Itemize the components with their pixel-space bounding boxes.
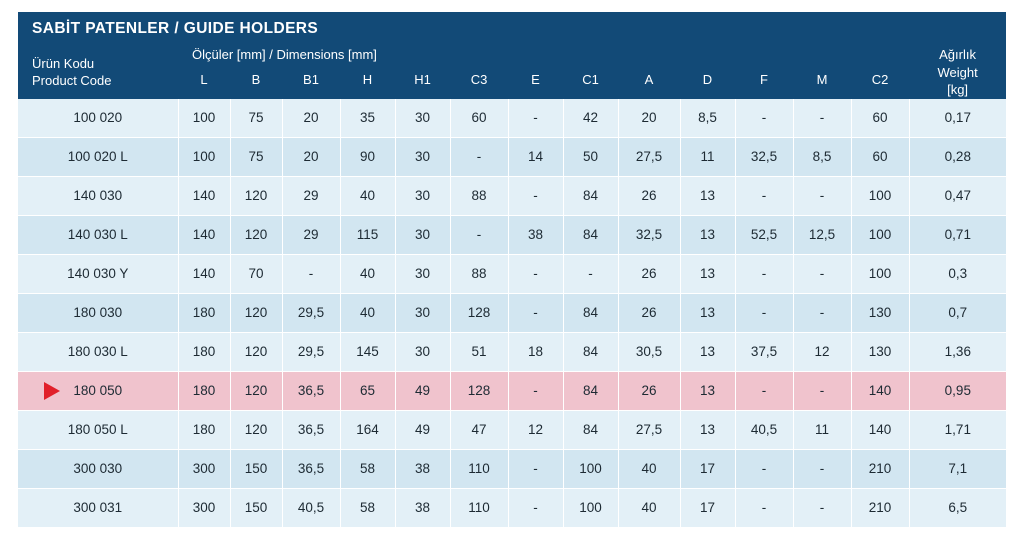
table-cell: 84 [563, 293, 618, 332]
table-cell: 100 [178, 99, 230, 138]
table-cell: - [508, 176, 563, 215]
table-row [18, 176, 1006, 215]
table-cell: 30 [395, 293, 450, 332]
table-cell: 27,5 [618, 410, 680, 449]
table-cell: 30 [395, 176, 450, 215]
column-header-f: F [735, 64, 793, 99]
table-cell: 0,28 [909, 137, 1006, 176]
table-cell: 36,5 [282, 371, 340, 410]
table-cell: 20 [618, 99, 680, 138]
table-cell: 47 [450, 410, 508, 449]
table-cell: 110 [450, 488, 508, 527]
table-cell: 50 [563, 137, 618, 176]
table-cell: 140 [851, 410, 909, 449]
product-code-value: 100 020 [73, 110, 123, 126]
table-cell: 300 [178, 488, 230, 527]
table-cell: - [793, 449, 851, 488]
table-cell: - [735, 371, 793, 410]
table-cell: 300 [178, 449, 230, 488]
table-cell: 40 [618, 449, 680, 488]
table-cell: 14 [508, 137, 563, 176]
product-code-cell [18, 137, 178, 176]
row-pointer-arrow-icon [44, 382, 60, 400]
product-code-value: 180 030 L [67, 344, 128, 360]
table-cell: 30 [395, 137, 450, 176]
table-cell: - [735, 254, 793, 293]
table-cell: 40,5 [282, 488, 340, 527]
table-cell: 100 [178, 137, 230, 176]
table-cell: 115 [340, 215, 395, 254]
table-row [18, 293, 1006, 332]
table-cell: 0,3 [909, 254, 1006, 293]
table-cell: 27,5 [618, 137, 680, 176]
table-cell: 100 [851, 176, 909, 215]
header-product-code [18, 46, 178, 99]
table-cell: - [450, 137, 508, 176]
table-cell: 180 [178, 293, 230, 332]
table-cell: 60 [450, 99, 508, 138]
product-code-cell [18, 254, 178, 293]
table-cell: 37,5 [735, 332, 793, 371]
table-cell: 26 [618, 176, 680, 215]
table-cell: 120 [230, 215, 282, 254]
table-cell: 100 [851, 254, 909, 293]
table-cell: - [735, 449, 793, 488]
table-cell: - [735, 176, 793, 215]
table-cell: 140 [851, 371, 909, 410]
table-cell: - [508, 371, 563, 410]
table-cell: 11 [793, 410, 851, 449]
table-cell: 8,5 [680, 99, 735, 138]
table-cell: 110 [450, 449, 508, 488]
table-cell: 6,5 [909, 488, 1006, 527]
table-cell: 75 [230, 137, 282, 176]
column-header-h1: H1 [395, 64, 450, 99]
table-cell: 26 [618, 371, 680, 410]
table-row [18, 488, 1006, 527]
table-cell: 20 [282, 137, 340, 176]
page-title: SABİT PATENLER / GUIDE HOLDERS [18, 12, 1006, 46]
product-code-value: 140 030 Y [67, 266, 129, 282]
table-row [18, 99, 1006, 138]
table-cell: 32,5 [618, 215, 680, 254]
spec-table-container [18, 12, 1006, 528]
product-code-cell [18, 176, 178, 215]
column-header-a: A [618, 64, 680, 99]
table-cell: 30,5 [618, 332, 680, 371]
table-cell: 17 [680, 449, 735, 488]
table-cell: - [508, 254, 563, 293]
column-header-c3: C3 [450, 64, 508, 99]
table-cell: 40 [340, 254, 395, 293]
table-cell: 164 [340, 410, 395, 449]
table-cell: 26 [618, 254, 680, 293]
table-cell: 84 [563, 215, 618, 254]
table-cell: - [793, 371, 851, 410]
table-cell: 70 [230, 254, 282, 293]
table-cell: 36,5 [282, 410, 340, 449]
table-cell: 180 [178, 371, 230, 410]
table-cell: 32,5 [735, 137, 793, 176]
table-cell: 140 [178, 215, 230, 254]
guide-holders-spec-table [18, 12, 1006, 528]
table-cell: 58 [340, 488, 395, 527]
product-code-cell [18, 488, 178, 527]
table-row [18, 410, 1006, 449]
table-cell: - [563, 254, 618, 293]
table-cell: 180 [178, 410, 230, 449]
column-header-b1: B1 [282, 64, 340, 99]
table-cell: 29 [282, 176, 340, 215]
table-cell: 130 [851, 332, 909, 371]
table-cell: 29 [282, 215, 340, 254]
product-code-value: 140 030 [73, 188, 123, 204]
table-cell: 51 [450, 332, 508, 371]
table-cell: 180 [178, 332, 230, 371]
table-cell: 30 [395, 99, 450, 138]
table-cell: 30 [395, 254, 450, 293]
table-row [18, 137, 1006, 176]
table-body [18, 99, 1006, 528]
product-code-cell [18, 332, 178, 371]
product-code-value: 300 030 [73, 461, 123, 477]
table-cell: 140 [178, 254, 230, 293]
table-cell: 60 [851, 99, 909, 138]
table-cell: 1,71 [909, 410, 1006, 449]
column-header-h: H [340, 64, 395, 99]
table-cell: 12 [508, 410, 563, 449]
table-cell: 30 [395, 215, 450, 254]
table-cell: 52,5 [735, 215, 793, 254]
table-cell: 36,5 [282, 449, 340, 488]
table-cell: 120 [230, 293, 282, 332]
table-cell: 13 [680, 293, 735, 332]
table-cell: 11 [680, 137, 735, 176]
table-cell: 150 [230, 488, 282, 527]
table-cell: 0,47 [909, 176, 1006, 215]
table-cell: 38 [395, 449, 450, 488]
column-header-e: E [508, 64, 563, 99]
table-cell: 38 [395, 488, 450, 527]
table-cell: 65 [340, 371, 395, 410]
product-code-value: 300 031 [73, 500, 123, 516]
table-cell: - [508, 449, 563, 488]
table-title-row [18, 12, 1006, 46]
table-cell: 58 [340, 449, 395, 488]
table-cell: 84 [563, 410, 618, 449]
table-cell: 13 [680, 176, 735, 215]
table-cell: 49 [395, 371, 450, 410]
table-cell: 40 [340, 176, 395, 215]
table-cell: 17 [680, 488, 735, 527]
table-cell: 38 [508, 215, 563, 254]
table-cell: 40,5 [735, 410, 793, 449]
table-cell: 84 [563, 332, 618, 371]
table-cell: 100 [851, 215, 909, 254]
product-code-cell [18, 99, 178, 138]
header-product-code-en: Product Code [32, 73, 112, 89]
column-header-l: L [178, 64, 230, 99]
table-cell: - [793, 176, 851, 215]
product-code-cell [18, 371, 178, 410]
table-header [18, 12, 1006, 99]
header-product-code-tr: Ürün Kodu [32, 55, 95, 71]
table-cell: 12 [793, 332, 851, 371]
table-cell: 13 [680, 254, 735, 293]
table-cell: 120 [230, 410, 282, 449]
product-code-value: 100 020 L [67, 149, 128, 165]
header-weight-en: Weight [937, 64, 978, 80]
header-weight-unit: [kg] [947, 82, 969, 98]
product-code-value: 180 030 [73, 305, 123, 321]
header-weight [909, 46, 1006, 99]
column-header-m: M [793, 64, 851, 99]
table-cell: 84 [563, 371, 618, 410]
product-code-value: 180 050 [73, 383, 123, 399]
table-cell: 13 [680, 215, 735, 254]
table-cell: 0,95 [909, 371, 1006, 410]
table-cell: 210 [851, 449, 909, 488]
table-cell: 100 [563, 488, 618, 527]
table-cell: 210 [851, 488, 909, 527]
table-cell: 120 [230, 176, 282, 215]
product-code-cell [18, 215, 178, 254]
table-cell: 8,5 [793, 137, 851, 176]
table-cell: 100 [563, 449, 618, 488]
column-header-d: D [680, 64, 735, 99]
column-header-b: B [230, 64, 282, 99]
table-cell: - [508, 99, 563, 138]
table-row [18, 332, 1006, 371]
table-cell: 35 [340, 99, 395, 138]
table-cell: 20 [282, 99, 340, 138]
table-cell: 12,5 [793, 215, 851, 254]
table-cell: 40 [618, 488, 680, 527]
header-weight-tr: Ağırlık [939, 47, 976, 62]
table-cell: 140 [178, 176, 230, 215]
table-cell: - [793, 488, 851, 527]
table-cell: - [793, 99, 851, 138]
table-row [18, 254, 1006, 293]
table-cell: 7,1 [909, 449, 1006, 488]
table-cell: 88 [450, 176, 508, 215]
product-code-cell [18, 410, 178, 449]
table-row [18, 215, 1006, 254]
table-cell: 0,17 [909, 99, 1006, 138]
table-cell: 13 [680, 371, 735, 410]
table-cell: - [508, 293, 563, 332]
table-cell: 29,5 [282, 293, 340, 332]
table-cell: 18 [508, 332, 563, 371]
table-cell: 88 [450, 254, 508, 293]
table-cell: 29,5 [282, 332, 340, 371]
table-cell: 13 [680, 410, 735, 449]
header-dimensions: Ölçüler [mm] / Dimensions [mm] [178, 46, 909, 64]
table-cell: 49 [395, 410, 450, 449]
table-cell: - [735, 488, 793, 527]
table-row [18, 449, 1006, 488]
table-cell: 0,7 [909, 293, 1006, 332]
table-cell: - [282, 254, 340, 293]
table-cell: 0,71 [909, 215, 1006, 254]
table-cell: 128 [450, 293, 508, 332]
column-header-c1: C1 [563, 64, 618, 99]
table-cell: 120 [230, 371, 282, 410]
product-code-cell [18, 293, 178, 332]
table-cell: 60 [851, 137, 909, 176]
header-group-row [18, 46, 1006, 64]
table-cell: 75 [230, 99, 282, 138]
table-cell: 145 [340, 332, 395, 371]
table-cell: 42 [563, 99, 618, 138]
table-cell: - [450, 215, 508, 254]
table-row [18, 371, 1006, 410]
product-code-value: 140 030 L [67, 227, 128, 243]
table-cell: 40 [340, 293, 395, 332]
table-cell: 130 [851, 293, 909, 332]
table-cell: 150 [230, 449, 282, 488]
product-code-cell [18, 449, 178, 488]
column-header-c2: C2 [851, 64, 909, 99]
table-cell: 26 [618, 293, 680, 332]
table-cell: 13 [680, 332, 735, 371]
table-cell: 120 [230, 332, 282, 371]
table-cell: 128 [450, 371, 508, 410]
product-code-value: 180 050 L [67, 422, 128, 438]
table-cell: - [793, 293, 851, 332]
table-cell: - [735, 99, 793, 138]
table-cell: 30 [395, 332, 450, 371]
table-cell: 90 [340, 137, 395, 176]
table-cell: 84 [563, 176, 618, 215]
table-cell: - [793, 254, 851, 293]
table-cell: - [735, 293, 793, 332]
table-cell: - [508, 488, 563, 527]
table-cell: 1,36 [909, 332, 1006, 371]
